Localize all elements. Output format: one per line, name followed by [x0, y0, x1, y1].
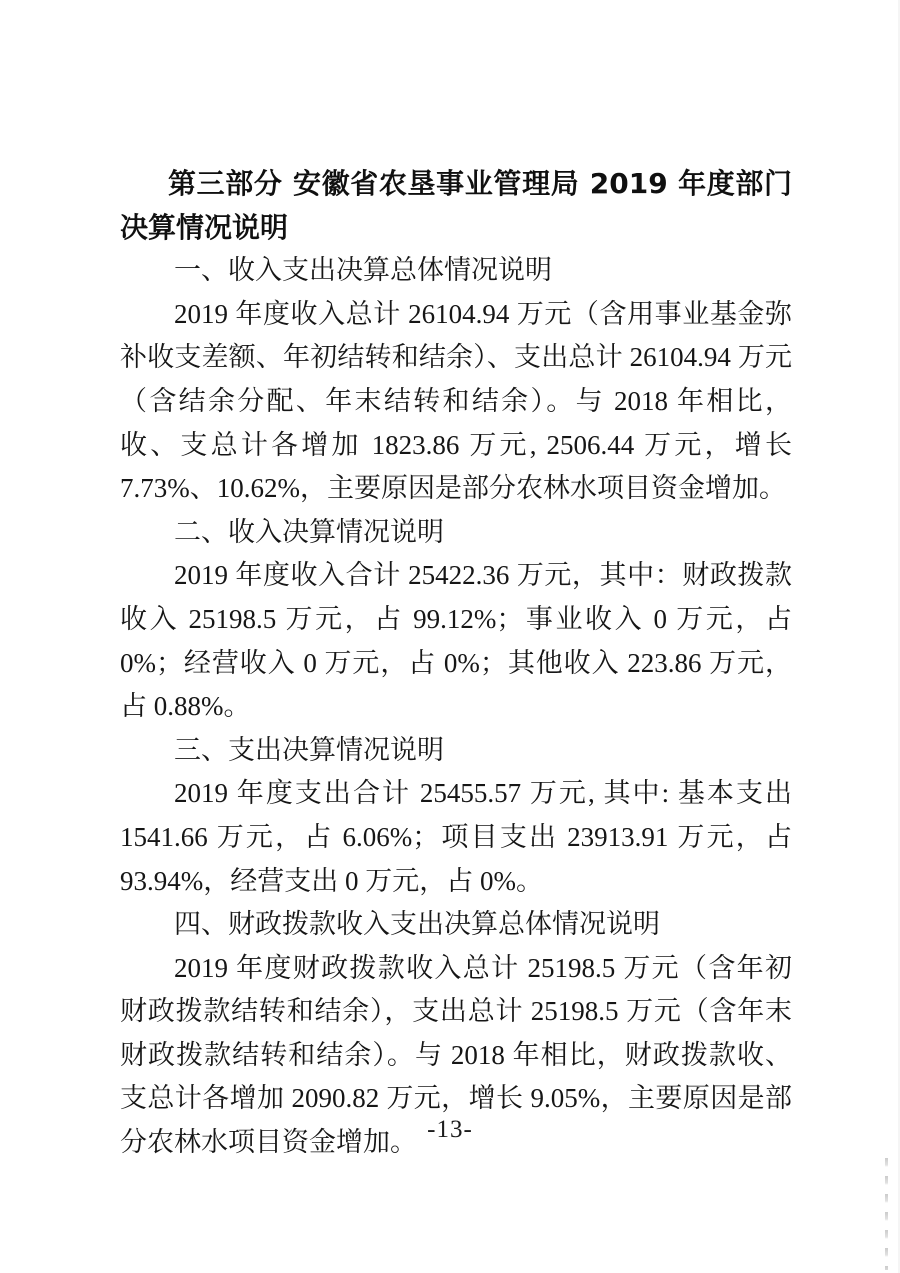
- section-paragraph-expenditure-details: 2019 年度支出合计 25455.57 万元, 其中: 基本支出 1541.66 万元，占 6.06%；项目支出 23913.91 万元，占 93.94%，经营支出 0 万元，占 0%。: [120, 778, 792, 896]
- section-heading-expenditure-details: 三、支出决算情况说明: [174, 734, 444, 765]
- section-paragraph-income-expenditure-overview: 2019 年度收入总计 26104.94 万元（含用事业基金弥补收支差额、年初结转和结余）、支出总计 26104.94 万元（含结余分配、年末结转和结余）。与 2018 年相比，收、支总计各增加 1823.86 万元, 2506.44 万元，增长 7.73%、10.62%，主要原因是部分农林水项目资金增加。: [120, 298, 792, 504]
- document-title: 第三部分 安徽省农垦事业管理局 2019 年度部门决算情况说明: [120, 167, 792, 244]
- section-heading-fiscal-appropriation-overview: 四、财政拨款收入支出决算总体情况说明: [174, 909, 660, 940]
- page-number: -13-: [427, 1116, 473, 1143]
- section-heading-income-expenditure-overview: 一、收入支出决算总体情况说明: [174, 255, 552, 286]
- section-paragraph-fiscal-appropriation-overview: 2019 年度财政拨款收入总计 25198.5 万元（含年初财政拨款结转和结余），支出总计 25198.5 万元（含年末财政拨款结转和结余）。与 2018 年相比，财政拨款收、支总计各增加 2090.82 万元，增长 9.05%，主要原因是部分农林水项目资金增加。: [120, 952, 792, 1158]
- section-paragraph-income-details: 2019 年度收入合计 25422.36 万元，其中：财政拨款收入 25198.5 万元，占 99.12%；事业收入 0 万元，占 0%；经营收入 0 万元，占 0%；其他收入 223.86 万元，占 0.88%。: [120, 560, 792, 722]
- scan-edge-artifact: [885, 1158, 888, 1270]
- document-body: [120, 162, 792, 1165]
- section-heading-income-details: 二、收入决算情况说明: [174, 516, 444, 547]
